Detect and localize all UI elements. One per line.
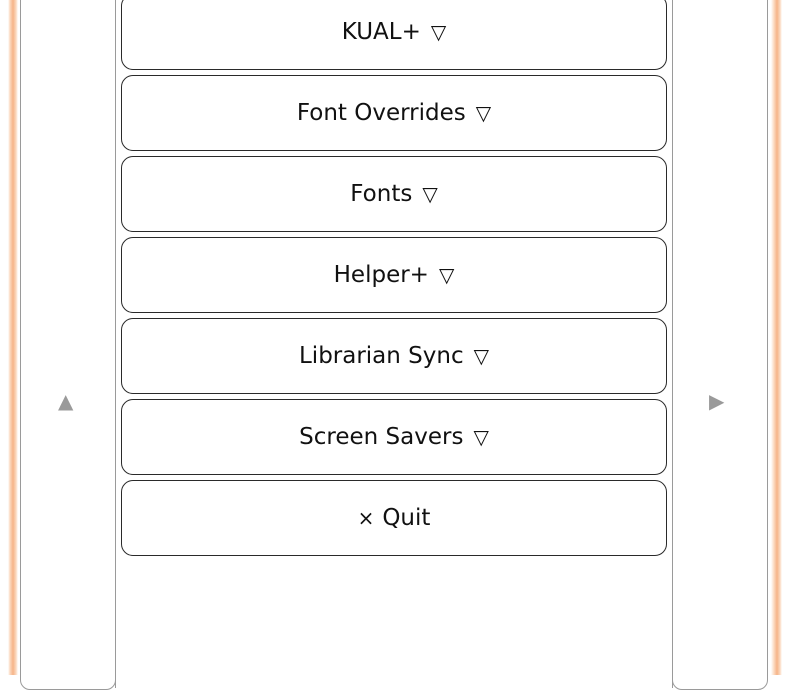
submenu-triangle-icon: ▽ [430, 20, 447, 44]
quit-button[interactable] [121, 480, 667, 556]
menu-item-label: Helper+ [333, 262, 429, 288]
frame-edge-right [769, 0, 787, 675]
submenu-triangle-icon: ▽ [473, 425, 489, 449]
kual-menu [121, 0, 667, 561]
menu-item-librarian-sync[interactable] [121, 318, 667, 394]
frame-edge-left [0, 0, 18, 675]
menu-item-label: KUAL+ [341, 19, 421, 45]
menu-item-label: Librarian Sync [298, 343, 464, 369]
menu-item-label: Fonts [350, 181, 413, 207]
menu-item-label: Screen Savers [299, 424, 464, 450]
menu-item-screen-savers[interactable] [121, 399, 667, 475]
submenu-triangle-icon: ▽ [475, 101, 492, 125]
menu-item-kual-plus[interactable] [121, 0, 667, 70]
left-panel [20, 0, 116, 690]
menu-item-label: Font Overrides [296, 100, 466, 126]
submenu-triangle-icon: ▽ [473, 344, 489, 368]
quit-label: Quit [382, 505, 431, 531]
menu-item-font-overrides[interactable] [121, 75, 667, 151]
page-up-icon[interactable]: ▲ [58, 389, 74, 413]
menu-item-helper-plus[interactable] [121, 237, 667, 313]
submenu-triangle-icon: ▽ [422, 182, 438, 206]
close-icon: × [357, 506, 375, 530]
submenu-triangle-icon: ▽ [438, 263, 455, 287]
right-panel [672, 0, 768, 690]
menu-item-fonts[interactable] [121, 156, 667, 232]
page-next-icon[interactable]: ▶ [709, 389, 725, 413]
